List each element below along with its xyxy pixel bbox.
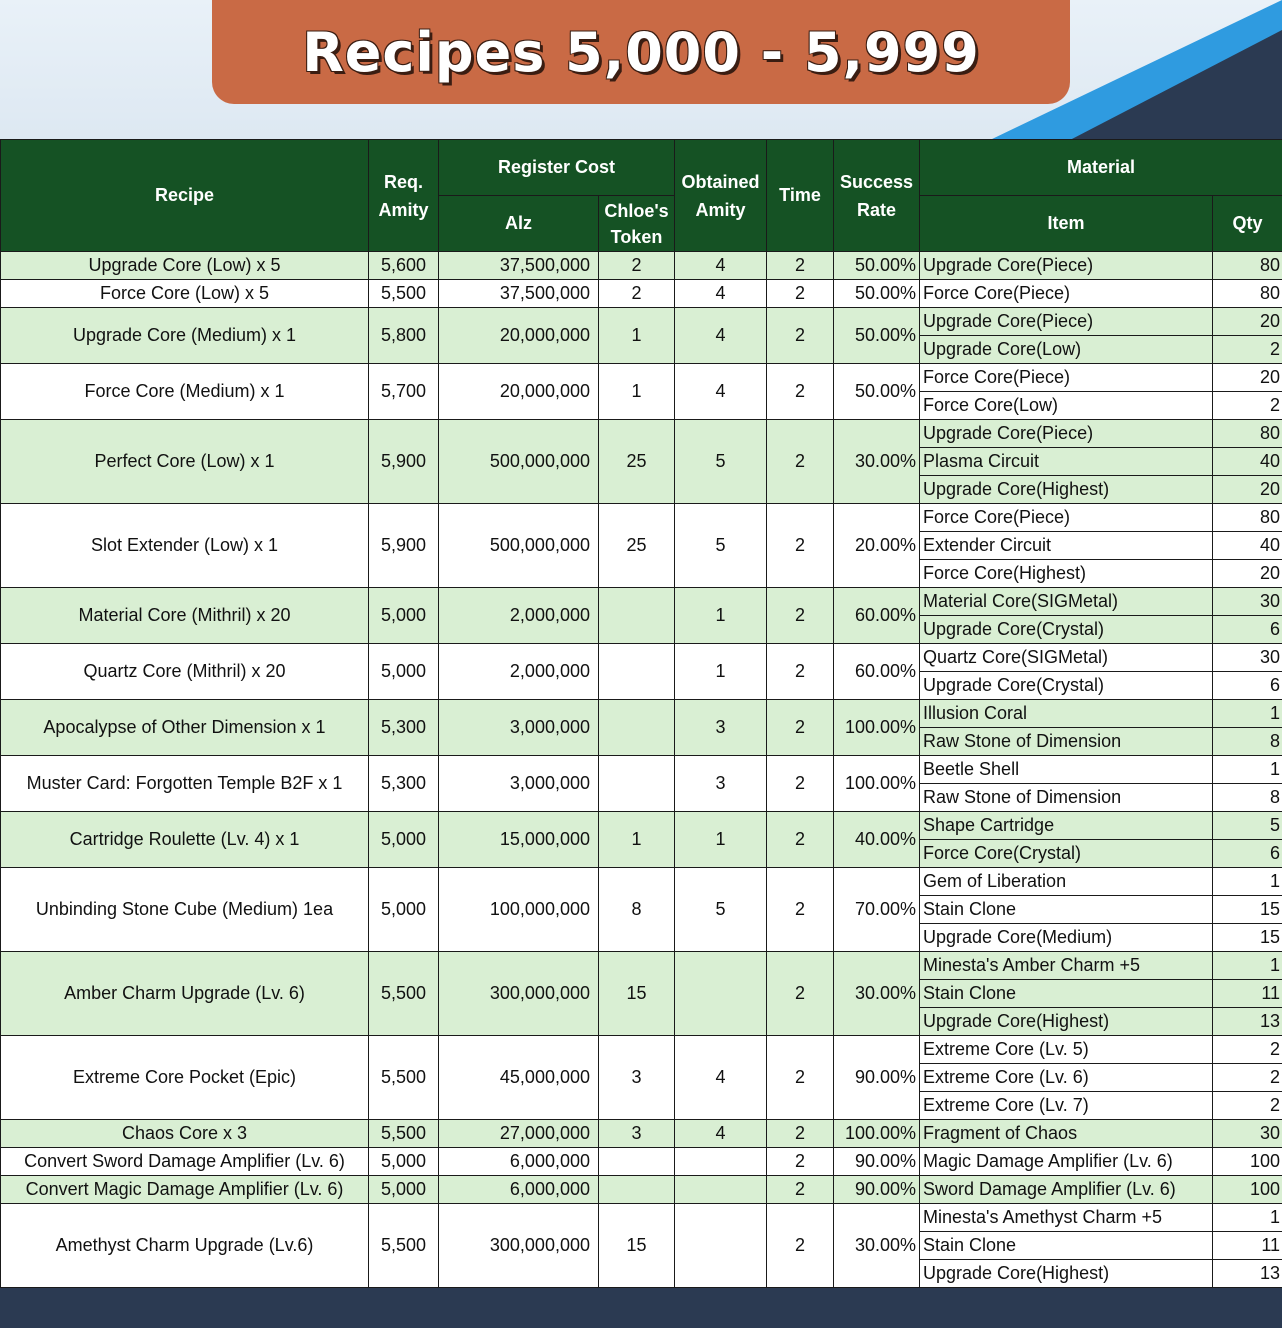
- material-item-cell: Upgrade Core(Highest): [920, 1008, 1213, 1036]
- obtained-amity-cell: 4: [675, 252, 767, 280]
- material-item-cell: Extreme Core (Lv. 5): [920, 1036, 1213, 1064]
- material-item-cell: Upgrade Core(Piece): [920, 252, 1213, 280]
- success-rate-cell: 30.00%: [834, 952, 920, 1036]
- req-amity-cell: 5,700: [369, 364, 439, 420]
- time-cell: 2: [767, 588, 834, 644]
- req-amity-cell: 5,000: [369, 812, 439, 868]
- material-qty-cell: 1: [1213, 1204, 1282, 1232]
- material-item-cell: Shape Cartridge: [920, 812, 1213, 840]
- time-cell: 2: [767, 1204, 834, 1288]
- time-cell: 2: [767, 812, 834, 868]
- obtained-amity-cell: 5: [675, 420, 767, 504]
- header-material: Material: [920, 140, 1282, 196]
- material-qty-cell: 80: [1213, 504, 1282, 532]
- material-item-cell: Quartz Core(SIGMetal): [920, 644, 1213, 672]
- obtained-amity-cell: 4: [675, 280, 767, 308]
- chloes-token-cell: 2: [599, 252, 675, 280]
- material-qty-cell: 6: [1213, 672, 1282, 700]
- recipe-name-cell: Convert Sword Damage Amplifier (Lv. 6): [1, 1148, 369, 1176]
- table-row: [1, 1120, 1282, 1148]
- chloes-token-cell: 3: [599, 1120, 675, 1148]
- alz-cost-cell: 6,000,000: [439, 1148, 599, 1176]
- time-cell: 2: [767, 364, 834, 420]
- material-qty-cell: 30: [1213, 588, 1282, 616]
- alz-cost-cell: 20,000,000: [439, 308, 599, 364]
- material-item-cell: Upgrade Core(Low): [920, 336, 1213, 364]
- obtained-amity-cell: 3: [675, 700, 767, 756]
- time-cell: 2: [767, 700, 834, 756]
- material-item-cell: Force Core(Crystal): [920, 840, 1213, 868]
- table-row: [1, 504, 1282, 532]
- obtained-amity-cell: 1: [675, 644, 767, 700]
- recipe-name-cell: Force Core (Low) x 5: [1, 280, 369, 308]
- req-amity-cell: 5,000: [369, 644, 439, 700]
- material-qty-cell: 80: [1213, 252, 1282, 280]
- req-amity-cell: 5,800: [369, 308, 439, 364]
- time-cell: 2: [767, 504, 834, 588]
- recipe-name-cell: Unbinding Stone Cube (Medium) 1ea: [1, 868, 369, 952]
- material-item-cell: Illusion Coral: [920, 700, 1213, 728]
- material-qty-cell: 13: [1213, 1260, 1282, 1288]
- recipe-name-cell: Perfect Core (Low) x 1: [1, 420, 369, 504]
- material-item-cell: Upgrade Core(Highest): [920, 476, 1213, 504]
- time-cell: 2: [767, 1176, 834, 1204]
- table-row: [1, 1036, 1282, 1064]
- success-rate-cell: 50.00%: [834, 308, 920, 364]
- material-item-cell: Upgrade Core(Medium): [920, 924, 1213, 952]
- table-row: [1, 700, 1282, 728]
- header-item: Item: [920, 196, 1213, 252]
- table-row: [1, 812, 1282, 840]
- recipe-name-cell: Chaos Core x 3: [1, 1120, 369, 1148]
- material-qty-cell: 1: [1213, 868, 1282, 896]
- material-item-cell: Force Core(Highest): [920, 560, 1213, 588]
- table-row: [1, 868, 1282, 896]
- chloes-token-cell: 15: [599, 952, 675, 1036]
- material-item-cell: Stain Clone: [920, 1232, 1213, 1260]
- obtained-amity-cell: 3: [675, 756, 767, 812]
- req-amity-cell: 5,000: [369, 1176, 439, 1204]
- time-cell: 2: [767, 756, 834, 812]
- recipe-name-cell: Convert Magic Damage Amplifier (Lv. 6): [1, 1176, 369, 1204]
- material-item-cell: Beetle Shell: [920, 756, 1213, 784]
- req-amity-cell: 5,000: [369, 1148, 439, 1176]
- time-cell: 2: [767, 1120, 834, 1148]
- material-item-cell: Force Core(Piece): [920, 364, 1213, 392]
- alz-cost-cell: 20,000,000: [439, 364, 599, 420]
- material-qty-cell: 2: [1213, 1064, 1282, 1092]
- alz-cost-cell: 6,000,000: [439, 1176, 599, 1204]
- material-item-cell: Force Core(Piece): [920, 504, 1213, 532]
- success-rate-cell: 20.00%: [834, 504, 920, 588]
- material-qty-cell: 8: [1213, 728, 1282, 756]
- alz-cost-cell: 2,000,000: [439, 644, 599, 700]
- time-cell: 2: [767, 1148, 834, 1176]
- alz-cost-cell: 100,000,000: [439, 868, 599, 952]
- table-row: [1, 644, 1282, 672]
- material-qty-cell: 100: [1213, 1176, 1282, 1204]
- material-item-cell: Force Core(Low): [920, 392, 1213, 420]
- material-qty-cell: 40: [1213, 532, 1282, 560]
- chloes-token-cell: [599, 1148, 675, 1176]
- material-qty-cell: 6: [1213, 616, 1282, 644]
- alz-cost-cell: 2,000,000: [439, 588, 599, 644]
- obtained-amity-cell: 4: [675, 1120, 767, 1148]
- chloes-token-cell: [599, 700, 675, 756]
- table-row: [1, 364, 1282, 392]
- chloes-token-cell: 25: [599, 420, 675, 504]
- success-rate-cell: 30.00%: [834, 1204, 920, 1288]
- header-success-rate: Success Rate: [834, 140, 920, 252]
- material-qty-cell: 11: [1213, 1232, 1282, 1260]
- success-rate-cell: 30.00%: [834, 420, 920, 504]
- obtained-amity-cell: 4: [675, 1036, 767, 1120]
- material-item-cell: Sword Damage Amplifier (Lv. 6): [920, 1176, 1213, 1204]
- material-item-cell: Upgrade Core(Highest): [920, 1260, 1213, 1288]
- chloes-token-cell: 25: [599, 504, 675, 588]
- material-item-cell: Stain Clone: [920, 980, 1213, 1008]
- table-row: [1, 1204, 1282, 1232]
- obtained-amity-cell: [675, 952, 767, 1036]
- table-row: [1, 252, 1282, 280]
- material-qty-cell: 1: [1213, 700, 1282, 728]
- material-item-cell: Upgrade Core(Crystal): [920, 616, 1213, 644]
- chloes-token-cell: 1: [599, 812, 675, 868]
- material-item-cell: Upgrade Core(Crystal): [920, 672, 1213, 700]
- material-item-cell: Minesta's Amber Charm +5: [920, 952, 1213, 980]
- obtained-amity-cell: 4: [675, 308, 767, 364]
- time-cell: 2: [767, 644, 834, 700]
- success-rate-cell: 90.00%: [834, 1176, 920, 1204]
- req-amity-cell: 5,900: [369, 420, 439, 504]
- header-qty: Qty: [1213, 196, 1282, 252]
- material-qty-cell: 11: [1213, 980, 1282, 1008]
- success-rate-cell: 100.00%: [834, 1120, 920, 1148]
- material-item-cell: Stain Clone: [920, 896, 1213, 924]
- req-amity-cell: 5,500: [369, 280, 439, 308]
- material-qty-cell: 15: [1213, 896, 1282, 924]
- material-item-cell: Magic Damage Amplifier (Lv. 6): [920, 1148, 1213, 1176]
- recipe-name-cell: Upgrade Core (Low) x 5: [1, 252, 369, 280]
- table-row: [1, 1176, 1282, 1204]
- chloes-token-cell: 2: [599, 280, 675, 308]
- table-row: [1, 420, 1282, 448]
- req-amity-cell: 5,300: [369, 756, 439, 812]
- success-rate-cell: 100.00%: [834, 700, 920, 756]
- obtained-amity-cell: [675, 1204, 767, 1288]
- recipe-name-cell: Upgrade Core (Medium) x 1: [1, 308, 369, 364]
- recipe-name-cell: Extreme Core Pocket (Epic): [1, 1036, 369, 1120]
- recipe-name-cell: Quartz Core (Mithril) x 20: [1, 644, 369, 700]
- material-item-cell: Plasma Circuit: [920, 448, 1213, 476]
- header-register-cost: Register Cost: [439, 140, 675, 196]
- material-item-cell: Force Core(Piece): [920, 280, 1213, 308]
- alz-cost-cell: 27,000,000: [439, 1120, 599, 1148]
- material-item-cell: Gem of Liberation: [920, 868, 1213, 896]
- time-cell: 2: [767, 280, 834, 308]
- req-amity-cell: 5,500: [369, 1120, 439, 1148]
- time-cell: 2: [767, 868, 834, 952]
- header-obtained-amity: Obtained Amity: [675, 140, 767, 252]
- table-row: [1, 588, 1282, 616]
- recipe-name-cell: Apocalypse of Other Dimension x 1: [1, 700, 369, 756]
- time-cell: 2: [767, 252, 834, 280]
- chloes-token-cell: 1: [599, 308, 675, 364]
- obtained-amity-cell: [675, 1176, 767, 1204]
- time-cell: 2: [767, 952, 834, 1036]
- material-item-cell: Extender Circuit: [920, 532, 1213, 560]
- obtained-amity-cell: [675, 1148, 767, 1176]
- req-amity-cell: 5,500: [369, 952, 439, 1036]
- material-item-cell: Extreme Core (Lv. 6): [920, 1064, 1213, 1092]
- alz-cost-cell: 45,000,000: [439, 1036, 599, 1120]
- time-cell: 2: [767, 1036, 834, 1120]
- table-row: [1, 952, 1282, 980]
- success-rate-cell: 90.00%: [834, 1036, 920, 1120]
- chloes-token-cell: 15: [599, 1204, 675, 1288]
- material-qty-cell: 15: [1213, 924, 1282, 952]
- chloes-token-cell: [599, 644, 675, 700]
- header-req-amity: Req. Amity: [369, 140, 439, 252]
- material-qty-cell: 2: [1213, 1092, 1282, 1120]
- table-row: [1, 308, 1282, 336]
- material-qty-cell: 100: [1213, 1148, 1282, 1176]
- obtained-amity-cell: 5: [675, 868, 767, 952]
- material-qty-cell: 30: [1213, 1120, 1282, 1148]
- material-item-cell: Fragment of Chaos: [920, 1120, 1213, 1148]
- recipe-name-cell: Cartridge Roulette (Lv. 4) x 1: [1, 812, 369, 868]
- chloes-token-cell: [599, 588, 675, 644]
- recipe-name-cell: Force Core (Medium) x 1: [1, 364, 369, 420]
- req-amity-cell: 5,000: [369, 588, 439, 644]
- title-banner: [212, 0, 1070, 104]
- alz-cost-cell: 500,000,000: [439, 504, 599, 588]
- chloes-token-cell: [599, 1176, 675, 1204]
- recipe-table: [0, 139, 1282, 1288]
- obtained-amity-cell: 1: [675, 588, 767, 644]
- req-amity-cell: 5,600: [369, 252, 439, 280]
- chloes-token-cell: 1: [599, 364, 675, 420]
- alz-cost-cell: 3,000,000: [439, 700, 599, 756]
- material-qty-cell: 13: [1213, 1008, 1282, 1036]
- page-title: Recipes 5,000 - 5,999: [302, 20, 980, 84]
- success-rate-cell: 100.00%: [834, 756, 920, 812]
- header-alz: Alz: [439, 196, 599, 252]
- material-qty-cell: 2: [1213, 336, 1282, 364]
- alz-cost-cell: 300,000,000: [439, 952, 599, 1036]
- material-item-cell: Upgrade Core(Piece): [920, 420, 1213, 448]
- req-amity-cell: 5,500: [369, 1204, 439, 1288]
- material-qty-cell: 40: [1213, 448, 1282, 476]
- material-qty-cell: 2: [1213, 1036, 1282, 1064]
- header-recipe: Recipe: [1, 140, 369, 252]
- alz-cost-cell: 37,500,000: [439, 280, 599, 308]
- req-amity-cell: 5,300: [369, 700, 439, 756]
- alz-cost-cell: 15,000,000: [439, 812, 599, 868]
- req-amity-cell: 5,900: [369, 504, 439, 588]
- alz-cost-cell: 3,000,000: [439, 756, 599, 812]
- obtained-amity-cell: 4: [675, 364, 767, 420]
- material-qty-cell: 30: [1213, 644, 1282, 672]
- recipe-table-container: [0, 139, 1282, 1288]
- material-item-cell: Material Core(SIGMetal): [920, 588, 1213, 616]
- material-qty-cell: 1: [1213, 952, 1282, 980]
- recipe-name-cell: Muster Card: Forgotten Temple B2F x 1: [1, 756, 369, 812]
- material-qty-cell: 1: [1213, 756, 1282, 784]
- time-cell: 2: [767, 308, 834, 364]
- success-rate-cell: 50.00%: [834, 364, 920, 420]
- alz-cost-cell: 37,500,000: [439, 252, 599, 280]
- alz-cost-cell: 500,000,000: [439, 420, 599, 504]
- recipe-name-cell: Amber Charm Upgrade (Lv. 6): [1, 952, 369, 1036]
- success-rate-cell: 40.00%: [834, 812, 920, 868]
- recipe-name-cell: Amethyst Charm Upgrade (Lv.6): [1, 1204, 369, 1288]
- material-qty-cell: 20: [1213, 560, 1282, 588]
- obtained-amity-cell: 1: [675, 812, 767, 868]
- recipe-table-body: [1, 252, 1282, 1288]
- material-qty-cell: 2: [1213, 392, 1282, 420]
- header-chloes-token: Chloe's Token: [599, 196, 675, 252]
- req-amity-cell: 5,000: [369, 868, 439, 952]
- material-qty-cell: 20: [1213, 476, 1282, 504]
- success-rate-cell: 60.00%: [834, 644, 920, 700]
- material-qty-cell: 6: [1213, 840, 1282, 868]
- footer-bar: [0, 1288, 1282, 1328]
- table-row: [1, 280, 1282, 308]
- material-qty-cell: 5: [1213, 812, 1282, 840]
- alz-cost-cell: 300,000,000: [439, 1204, 599, 1288]
- time-cell: 2: [767, 420, 834, 504]
- material-item-cell: Extreme Core (Lv. 7): [920, 1092, 1213, 1120]
- material-qty-cell: 80: [1213, 420, 1282, 448]
- material-item-cell: Upgrade Core(Piece): [920, 308, 1213, 336]
- material-qty-cell: 20: [1213, 364, 1282, 392]
- success-rate-cell: 60.00%: [834, 588, 920, 644]
- chloes-token-cell: 3: [599, 1036, 675, 1120]
- table-row: [1, 756, 1282, 784]
- success-rate-cell: 50.00%: [834, 252, 920, 280]
- header-time: Time: [767, 140, 834, 252]
- success-rate-cell: 50.00%: [834, 280, 920, 308]
- material-item-cell: Raw Stone of Dimension: [920, 728, 1213, 756]
- material-item-cell: Raw Stone of Dimension: [920, 784, 1213, 812]
- req-amity-cell: 5,500: [369, 1036, 439, 1120]
- table-row: [1, 1148, 1282, 1176]
- chloes-token-cell: 8: [599, 868, 675, 952]
- recipe-name-cell: Slot Extender (Low) x 1: [1, 504, 369, 588]
- success-rate-cell: 70.00%: [834, 868, 920, 952]
- material-qty-cell: 8: [1213, 784, 1282, 812]
- obtained-amity-cell: 5: [675, 504, 767, 588]
- chloes-token-cell: [599, 756, 675, 812]
- material-qty-cell: 20: [1213, 308, 1282, 336]
- material-item-cell: Minesta's Amethyst Charm +5: [920, 1204, 1213, 1232]
- recipe-name-cell: Material Core (Mithril) x 20: [1, 588, 369, 644]
- material-qty-cell: 80: [1213, 280, 1282, 308]
- success-rate-cell: 90.00%: [834, 1148, 920, 1176]
